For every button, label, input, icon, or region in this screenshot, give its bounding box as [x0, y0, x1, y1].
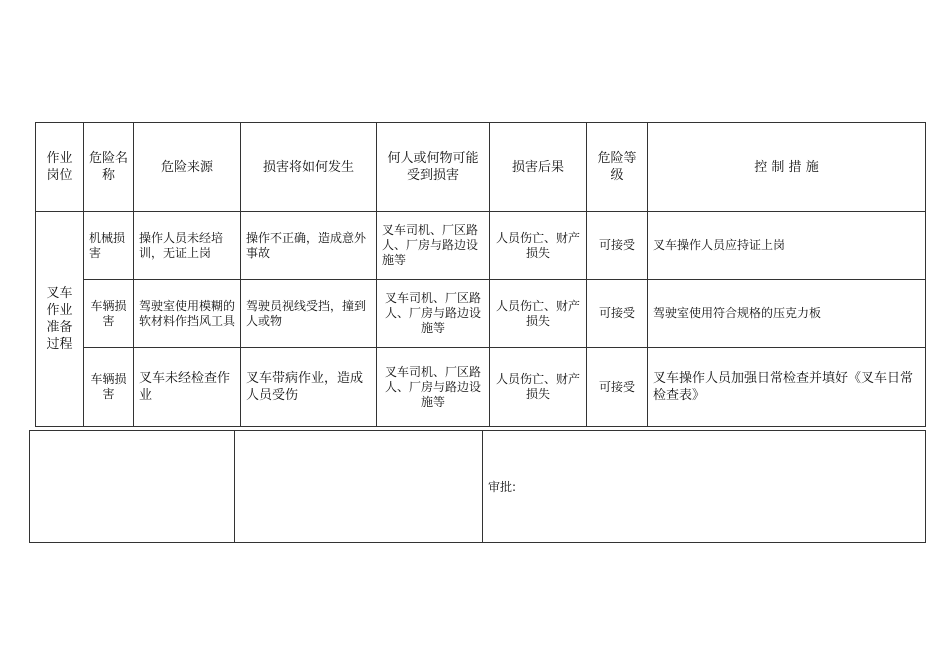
post-cell: 叉车作业准备过程	[36, 212, 84, 427]
header-post: 作业岗位	[36, 123, 84, 212]
header-hazard-source: 危险来源	[134, 123, 241, 212]
signature-cell-2	[235, 431, 483, 543]
header-how-occurs: 损害将如何发生	[241, 123, 377, 212]
header-consequence: 损害后果	[490, 123, 587, 212]
control-cell: 叉车操作人员加强日常检查并填好《叉车日常检查表》	[648, 348, 926, 427]
signature-cell-1	[30, 431, 235, 543]
table-row	[36, 348, 926, 427]
control-cell: 驾驶室使用符合规格的压克力板	[648, 280, 926, 348]
table-row	[36, 212, 926, 280]
hazard-source-cell: 操作人员未经培训，无证上岗	[134, 212, 241, 280]
signature-table	[29, 430, 926, 543]
header-row	[36, 123, 926, 212]
header-risk-level: 危险等级	[587, 123, 648, 212]
risk-level-cell: 可接受	[587, 212, 648, 280]
approval-cell	[483, 431, 926, 543]
hazard-table	[35, 122, 926, 427]
header-control: 控 制 措 施	[648, 123, 926, 212]
consequence-cell: 人员伤亡、财产损失	[490, 280, 587, 348]
risk-level-cell: 可接受	[587, 280, 648, 348]
hazard-name-cell: 机械损害	[84, 212, 134, 280]
table-row	[36, 280, 926, 348]
hazard-source-cell: 驾驶室使用模糊的软材料作挡风工具	[134, 280, 241, 348]
hazard-name-cell: 车辆损害	[84, 280, 134, 348]
signature-row	[30, 431, 926, 543]
how-occurs-cell: 操作不正确，造成意外事故	[241, 212, 377, 280]
header-hazard-name: 危险名称	[84, 123, 134, 212]
header-who-harmed: 何人或何物可能受到损害	[377, 123, 490, 212]
how-occurs-cell: 驾驶员视线受挡，撞到人或物	[241, 280, 377, 348]
who-harmed-cell: 叉车司机、厂区路人、厂房与路边设施等	[377, 348, 490, 427]
consequence-cell: 人员伤亡、财产损失	[490, 348, 587, 427]
consequence-cell: 人员伤亡、财产损失	[490, 212, 587, 280]
hazard-source-cell: 叉车未经检查作业	[134, 348, 241, 427]
who-harmed-cell: 叉车司机、厂区路人、厂房与路边设施等	[377, 280, 490, 348]
hazard-name-cell: 车辆损害	[84, 348, 134, 427]
control-cell: 叉车操作人员应持证上岗	[648, 212, 926, 280]
risk-level-cell: 可接受	[587, 348, 648, 427]
approval-label: 审批:	[488, 480, 517, 494]
who-harmed-cell: 叉车司机、厂区路人、厂房与路边设施等	[377, 212, 490, 280]
how-occurs-cell: 叉车带病作业，造成人员受伤	[241, 348, 377, 427]
